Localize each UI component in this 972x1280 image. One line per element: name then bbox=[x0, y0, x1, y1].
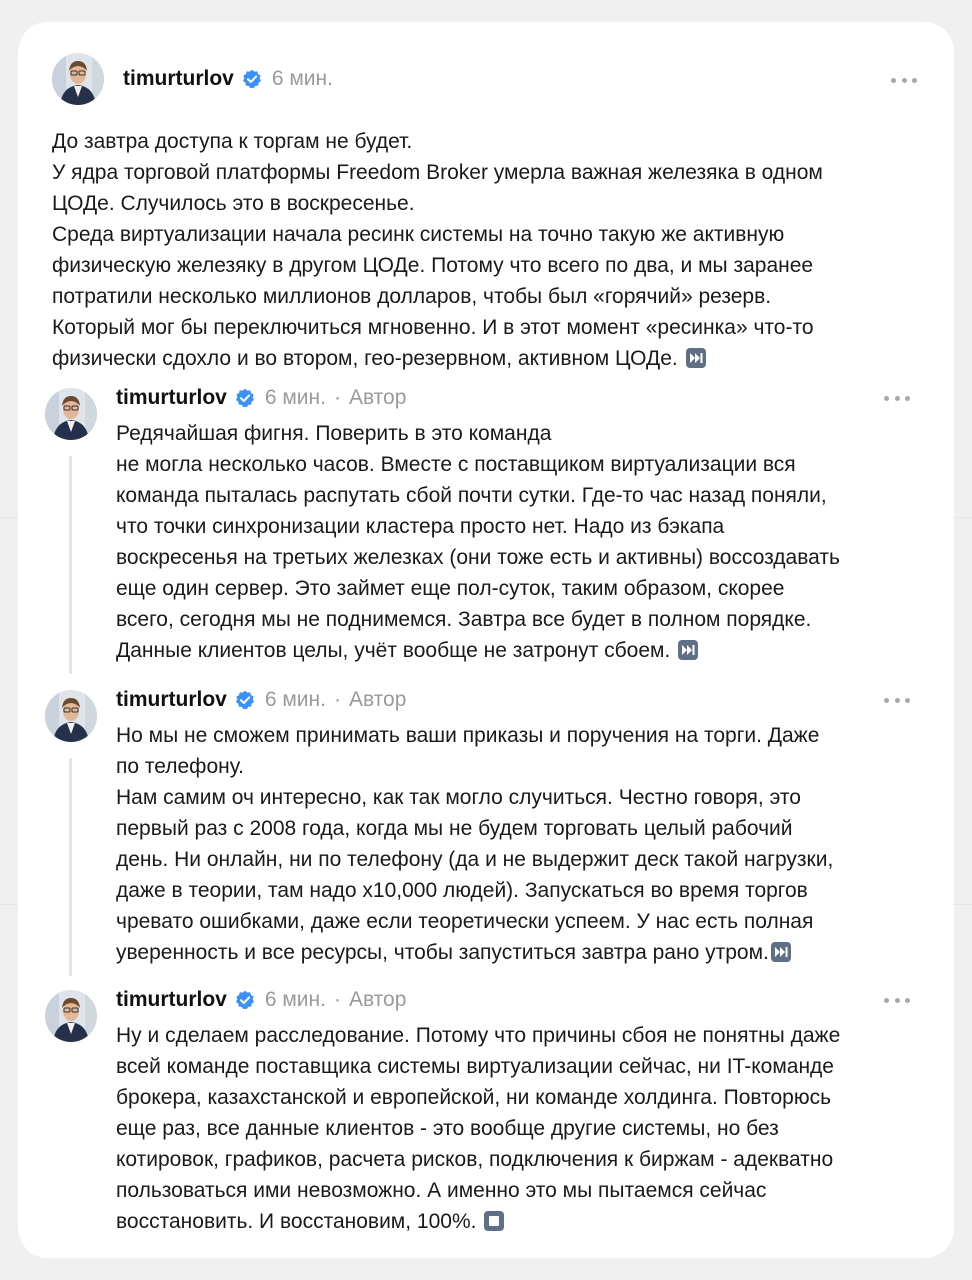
post-body bbox=[116, 1020, 946, 1237]
more-options-icon[interactable] bbox=[891, 70, 917, 90]
author-tag: Автор bbox=[348, 386, 407, 409]
divider-right-1 bbox=[954, 517, 972, 518]
post-text: Но мы не сможем принимать ваши приказы и поручения на торги. Даже по телефону. Нам самим оч интересно, как так могло случиться. Честно говоря, это первый раз с 2008 года, когда мы не будем торговать целый рабочий день. Ни онлайн, ни по телефону (да и не выдержит деск такой нагрузки, даже в теории, там надо х10,000 людей). Запускаться во время торгов чревато ошибками, даже если теоретически успеем. У нас есть полная уверенность и все ресурсы, чтобы запуститься завтра рано утром. bbox=[116, 724, 834, 964]
thread-line bbox=[69, 456, 72, 674]
author-tag: Автор bbox=[348, 988, 407, 1011]
username[interactable]: timurturlov bbox=[123, 67, 234, 90]
stop-button-emoji-icon bbox=[484, 1211, 504, 1231]
next-track-emoji-icon bbox=[771, 942, 791, 962]
verified-badge-icon bbox=[235, 388, 255, 408]
more-options-icon[interactable] bbox=[884, 388, 910, 408]
post-body bbox=[116, 720, 946, 968]
username[interactable]: timurturlov bbox=[116, 688, 227, 711]
meta-separator: · bbox=[333, 386, 341, 409]
verified-badge-icon bbox=[235, 690, 255, 710]
meta-separator: · bbox=[333, 688, 341, 711]
avatar[interactable] bbox=[45, 690, 97, 742]
avatar-photo bbox=[45, 690, 97, 742]
post-text: До завтра доступа к торгам не будет. У ядра торговой платформы Freedom Broker умерла важная железяка в одном ЦОДе. Случилось это в воскресенье. Среда виртуализации начала ресинк системы на точно такую же активную физическую железяку в другом ЦОДе. Потому что всего по два, и мы заранее потратили несколько миллионов долларов, чтобы был «горячий» резерв. Который мог бы переключиться мгновенно. И в этот момент «ресинка» что-то физически сдохло и во втором, гео-резервном, активном ЦОДе. bbox=[52, 130, 823, 370]
username[interactable]: timurturlov bbox=[116, 386, 227, 409]
next-track-emoji-icon bbox=[686, 348, 706, 368]
post-header bbox=[123, 64, 333, 94]
more-options-icon[interactable] bbox=[884, 690, 910, 710]
avatar[interactable] bbox=[52, 53, 104, 105]
meta-separator: · bbox=[333, 988, 341, 1011]
post-text: Ну и сделаем расследование. Потому что причины сбоя не понятны даже всей команде поставщика системы виртуализации сейчас, ни IT-команде брокера, казахстанской и европейской, ни команде холдинга. Повторюсь еще раз, все данные клиентов - это вообще другие системы, но без котировок, графиков, расчета рисков, подключения к биржам - адекватно пользоваться ими невозможно. А именно это мы пытаемся сейчас восстановить. И восстановим, 100%. bbox=[116, 1024, 841, 1233]
avatar-photo bbox=[45, 990, 97, 1042]
post-header bbox=[116, 685, 406, 715]
avatar[interactable] bbox=[45, 990, 97, 1042]
divider-left-1 bbox=[0, 517, 18, 518]
post-header bbox=[116, 383, 406, 413]
thread-line bbox=[69, 758, 72, 976]
divider-right-2 bbox=[954, 904, 972, 905]
avatar-photo bbox=[45, 388, 97, 440]
verified-badge-icon bbox=[242, 69, 262, 89]
thread-card bbox=[18, 22, 954, 1258]
username[interactable]: timurturlov bbox=[116, 988, 227, 1011]
post-body bbox=[52, 126, 932, 374]
next-track-emoji-icon bbox=[678, 640, 698, 660]
post-header bbox=[116, 985, 406, 1015]
verified-badge-icon bbox=[235, 990, 255, 1010]
post-text: Редячайшая фигня. Поверить в это команда не могла несколько часов. Вместе с поставщиком виртуализации вся команда пыталась распутать сбой почти сутки. Где-то час назад поняли, что точки синхронизации кластера просто нет. Надо из бэкапа воскресенья на третьих железках (они тоже есть и активны) воссоздавать еще один сервер. Это займет еще пол-суток, таким образом, скорее всего, сегодня мы не поднимемся. Завтра все будет в полном порядке. Данные клиентов целы, учёт вообще не затронут сбоем. bbox=[116, 422, 840, 662]
author-tag: Автор bbox=[348, 688, 407, 711]
more-options-icon[interactable] bbox=[884, 990, 910, 1010]
post-time: 6 мин. bbox=[264, 688, 326, 711]
post-body bbox=[116, 418, 946, 666]
post-time: 6 мин. bbox=[264, 386, 326, 409]
avatar-photo bbox=[52, 53, 104, 105]
post-time: 6 мин. bbox=[264, 988, 326, 1011]
post-time: 6 мин. bbox=[271, 67, 333, 90]
avatar[interactable] bbox=[45, 388, 97, 440]
divider-left-2 bbox=[0, 904, 18, 905]
